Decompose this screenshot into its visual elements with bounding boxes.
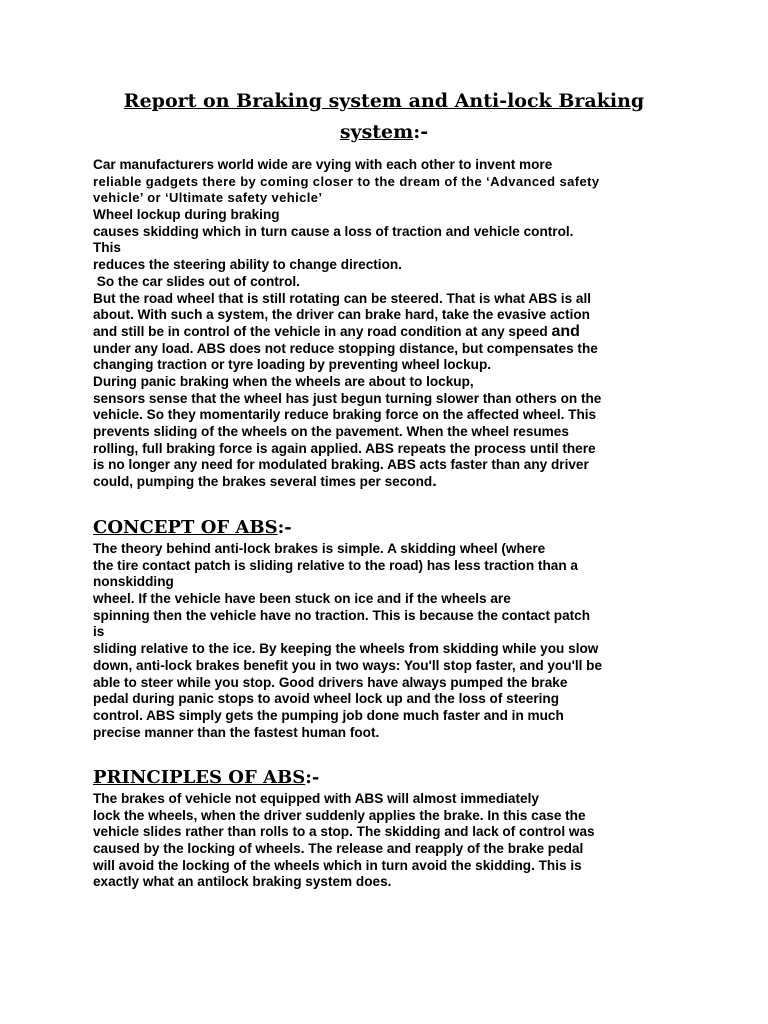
intro-line: Wheel lockup during braking <box>93 207 280 223</box>
intro-line: under any load. ABS does not reduce stopping distance, but compensates the <box>93 340 598 356</box>
intro-line <box>93 474 693 491</box>
report-title-underlined-word: system <box>339 121 414 143</box>
intro-line-text: could, pumping the brakes several times per second <box>93 474 433 490</box>
concept-line: control. ABS simply gets the pumping job done much faster and in much <box>93 707 564 723</box>
concept-line: sliding relative to the ice. By keeping the wheels from skidding while you slow <box>93 641 599 657</box>
report-title-suffix: :- <box>413 121 429 143</box>
concept-line: The theory behind anti-lock brakes is simple. A skidding wheel (where <box>93 541 546 556</box>
intro-line: about. With such a system, the driver can brake hard, take the evasive action <box>93 307 590 323</box>
intro-line <box>93 324 693 341</box>
intro-line: vehicle. So they momentarily reduce braking force on the affected wheel. This <box>93 407 597 423</box>
intro-line: changing traction or tyre loading by preventing wheel lockup. <box>93 357 492 373</box>
report-title-line-1 <box>0 89 768 113</box>
concept-line: is <box>93 624 105 640</box>
concept-line: pedal during panic stops to avoid wheel lock up and the loss of steering <box>93 691 560 707</box>
concept-line: the tire contact patch is sliding relative to the road) has less traction than a <box>93 557 578 573</box>
principles-line: will avoid the locking of the wheels which in turn avoid the skidding. This is <box>93 857 582 873</box>
intro-line: But the road wheel that is still rotating can be steered. That is what ABS is all <box>93 290 592 306</box>
intro-line: is no longer any need for modulated braking. ABS acts faster than any driver <box>93 457 589 473</box>
concept-line: down, anti-lock brakes benefit you in two ways: You'll stop faster, and you'll be <box>93 657 603 673</box>
principles-paragraph <box>93 791 693 891</box>
report-title-text: Report on Braking system and Anti-lock Braking <box>123 90 645 112</box>
intro-line: This <box>93 240 121 256</box>
concept-line: precise manner than the fastest human foot. <box>93 724 380 740</box>
intro-line: vehicle’ or ‘Ultimate safety vehicle’ <box>93 190 323 206</box>
concept-line: able to steer while you stop. Good drivers have always pumped the brake <box>93 674 568 690</box>
intro-line: During panic braking when the wheels are about to lockup, <box>93 373 474 389</box>
concept-heading <box>93 517 292 539</box>
intro-line-text: and still be in control of the vehicle in any road condition at any speed <box>93 323 552 339</box>
intro-big-word: and <box>551 322 580 340</box>
principles-line: The brakes of vehicle not equipped with ABS will almost immediately <box>93 791 539 806</box>
report-title-line-2 <box>0 120 768 144</box>
concept-heading-suffix: :- <box>277 517 292 538</box>
intro-line: So the car slides out of control. <box>93 273 300 289</box>
concept-line: nonskidding <box>93 574 174 590</box>
intro-line: Car manufacturers world wide are vying with each other to invent more <box>93 157 553 172</box>
intro-line: prevents sliding of the wheels on the pavement. When the wheel resumes <box>93 424 569 439</box>
concept-line: spinning then the vehicle have no traction. This is because the contact patch <box>93 607 591 623</box>
intro-line: rolling, full braking force is again applied. ABS repeats the process until there <box>93 440 596 456</box>
principles-line: lock the wheels, when the driver suddenly applies the brake. In this case the <box>93 807 586 823</box>
intro-line: reduces the steering ability to change direction. <box>93 257 402 273</box>
intro-line: reliable gadgets there by coming closer to the dream of the ‘Advanced safety <box>93 173 600 189</box>
principles-line: vehicle slides rather than rolls to a stop. The skidding and lack of control was <box>93 824 595 840</box>
principles-heading-text: PRINCIPLES OF ABS <box>93 767 306 788</box>
principles-line: exactly what an antilock braking system does. <box>93 874 392 890</box>
principles-heading <box>93 767 319 789</box>
intro-line: causes skidding which in turn cause a loss of traction and vehicle control. <box>93 223 574 239</box>
principles-line: caused by the locking of wheels. The release and reapply of the brake pedal <box>93 841 584 857</box>
intro-line: sensors sense that the wheel has just begun turning slower than others on the <box>93 390 602 406</box>
concept-paragraph <box>93 541 693 741</box>
intro-final-period: . <box>432 473 437 491</box>
concept-heading-text: CONCEPT OF ABS <box>93 517 278 538</box>
concept-line: wheel. If the vehicle have been stuck on ice and if the wheels are <box>93 591 511 607</box>
intro-paragraph <box>93 157 693 491</box>
principles-heading-suffix: :- <box>305 767 320 788</box>
